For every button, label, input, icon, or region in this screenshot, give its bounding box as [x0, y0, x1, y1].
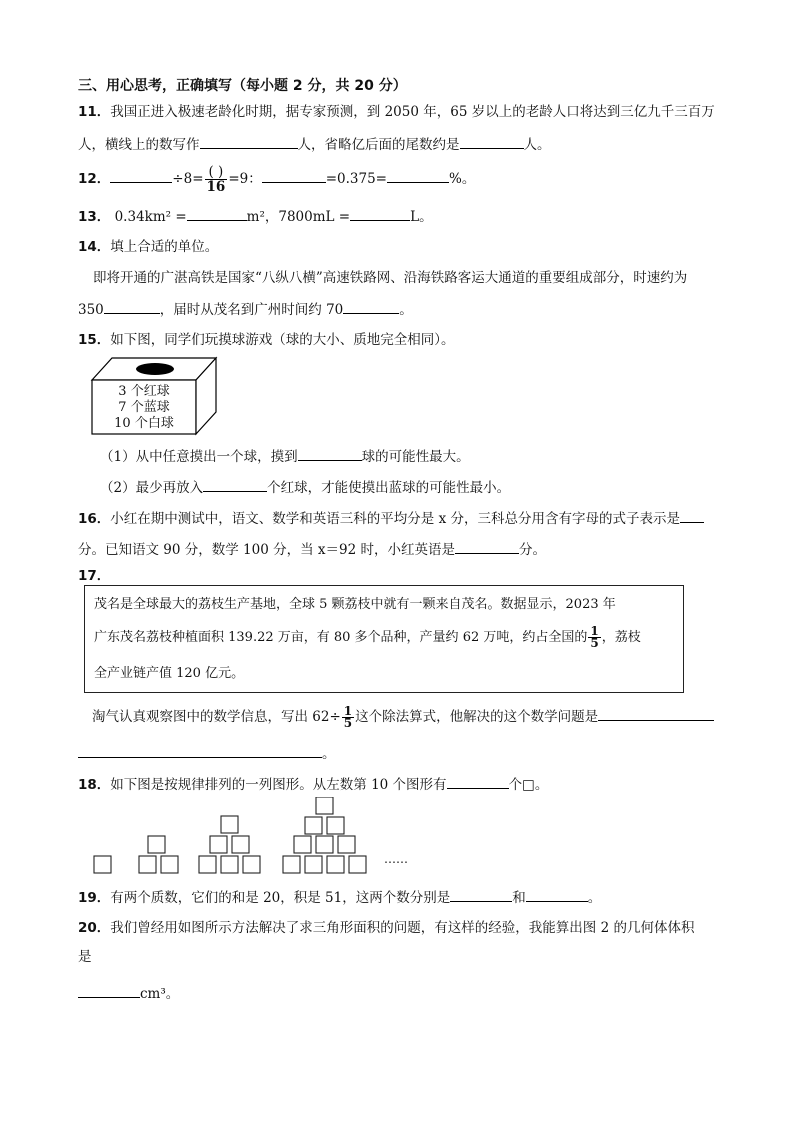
box-hole — [136, 363, 174, 375]
question-14-title — [78, 237, 218, 257]
question-text: 350 — [78, 302, 104, 318]
question-number: 13． — [78, 209, 111, 225]
pattern-ellipsis: …… — [384, 852, 408, 866]
question-12 — [78, 162, 475, 196]
fraction — [342, 706, 354, 729]
square-icon — [232, 836, 249, 853]
answer-blank[interactable] — [78, 983, 140, 998]
answer-blank[interactable] — [110, 168, 172, 183]
question-text: L。 — [410, 209, 433, 225]
answer-blank[interactable] — [598, 706, 714, 721]
answer-blank[interactable] — [187, 206, 247, 221]
question-text: 人，横线上的数写作 — [78, 137, 200, 153]
question-text: m²，7800mL = — [246, 209, 351, 225]
answer-blank[interactable] — [104, 299, 160, 314]
question-text: 人。 — [523, 137, 551, 153]
square-icon — [94, 856, 111, 873]
square-icon — [221, 856, 238, 873]
question-text: 。 — [399, 302, 413, 318]
question-20-line3 — [78, 983, 179, 1004]
question-text: cm³。 — [140, 986, 180, 1002]
square-icon — [294, 836, 311, 853]
answer-blank[interactable] — [298, 446, 362, 461]
square-icon — [139, 856, 156, 873]
square-icon — [327, 856, 344, 873]
question-text: 如下图，同学们玩摸球游戏（球的大小、质地完全相同）。 — [110, 332, 455, 348]
square-icon — [221, 816, 238, 833]
question-number: 11． — [78, 104, 111, 120]
question-text: 如下图是按规律排列的一列图形。从左数第 10 个图形有 — [110, 777, 447, 793]
square-pattern-figure — [90, 797, 390, 879]
question-text: 和 — [512, 890, 526, 906]
question-number: 16． — [78, 511, 111, 527]
ball-box-labels — [92, 384, 196, 432]
question-number: 15． — [78, 332, 111, 348]
answer-blank[interactable] — [680, 508, 704, 523]
question-number: 18． — [78, 777, 111, 793]
fraction-numerator: 1 — [590, 624, 599, 638]
square-icon — [316, 836, 333, 853]
square-icon — [210, 836, 227, 853]
fraction-denominator: 16 — [206, 179, 226, 195]
question-20-line2: 是 — [78, 949, 92, 965]
square-icon — [327, 817, 344, 834]
question-text: 填上合适的单位。 — [110, 239, 219, 255]
question-number: 20． — [78, 920, 111, 936]
question-text: 淘气认真观察图中的数学信息，写出 62÷ — [92, 709, 341, 725]
answer-blank[interactable] — [387, 168, 449, 183]
box-label-red: 3 个红球 — [118, 384, 170, 399]
square-icon — [243, 856, 260, 873]
fraction — [588, 626, 600, 649]
question-text: 这个除法算式，他解决的这个数学问题是 — [355, 709, 599, 725]
fraction-numerator: ( ) — [205, 165, 228, 180]
square-icon — [349, 856, 366, 873]
square-icon — [161, 856, 178, 873]
question-number: 14． — [78, 239, 111, 255]
question-text: 0.34km² = — [114, 209, 187, 225]
info-box-line2 — [94, 624, 641, 652]
answer-blank[interactable] — [450, 887, 512, 902]
question-11-line2 — [78, 134, 551, 155]
info-box-line3: 全产业链产值 120 亿元。 — [94, 666, 245, 681]
fraction-numerator: 1 — [343, 704, 353, 718]
question-15-sub1 — [100, 446, 470, 467]
box-label-blue: 7 个蓝球 — [118, 400, 170, 415]
fraction — [205, 165, 228, 194]
answer-blank[interactable] — [526, 887, 588, 902]
question-14-line2 — [78, 299, 413, 320]
section-title: 三、用心思考，正确填写（每小题 2 分，共 20 分） — [78, 78, 407, 94]
question-text: =0.375= — [325, 171, 387, 187]
question-text: （1）从中任意摸出一个球，摸到 — [100, 449, 298, 465]
question-text: 我们曾经用如图所示方法解决了求三角形面积的问题，有这样的经验，我能算出图 2 的几何体体积 — [110, 920, 695, 936]
question-text: 个红球，才能使摸出蓝球的可能性最小。 — [267, 480, 511, 496]
question-text: %。 — [449, 171, 476, 187]
question-13 — [78, 206, 433, 227]
answer-blank[interactable] — [343, 299, 399, 314]
question-14-line1: 即将开通的广湛高铁是国家“八纵八横”高速铁路网、沿海铁路客运大通道的重要组成部分，时速约为 — [93, 270, 688, 286]
question-text: 小红在期中测试中，语文、数学和英语三科的平均分是 x 分，三科总分用含有字母的式子表示是 — [110, 511, 680, 527]
question-11-line1 — [78, 102, 715, 122]
question-text: ÷8= — [172, 171, 204, 187]
question-17-line2 — [78, 743, 336, 764]
square-icon — [305, 856, 322, 873]
question-20-line1 — [78, 918, 694, 938]
square-icon — [199, 856, 216, 873]
question-text: 人，省略亿后面的尾数约是 — [297, 137, 460, 153]
question-17-number: 17． — [78, 568, 111, 584]
question-text: 球的可能性最大。 — [361, 449, 470, 465]
question-text: 分。 — [518, 542, 546, 558]
answer-blank[interactable] — [447, 774, 509, 789]
square-icon — [316, 797, 333, 814]
question-15-sub2 — [100, 477, 510, 498]
square-icon — [305, 817, 322, 834]
question-number: 12． — [78, 171, 111, 187]
square-icon — [148, 836, 165, 853]
question-text: =9： — [228, 171, 262, 187]
answer-blank[interactable] — [78, 743, 322, 758]
answer-blank[interactable] — [460, 134, 524, 149]
answer-blank[interactable] — [350, 206, 410, 221]
question-16-line2 — [78, 539, 546, 560]
question-text: 有两个质数，它们的和是 20，积是 51，这两个数分别是 — [110, 890, 451, 906]
question-19 — [78, 887, 601, 908]
question-17-line — [92, 702, 714, 732]
question-16-line1 — [78, 508, 704, 529]
fraction-denominator: 5 — [343, 716, 353, 730]
answer-blank[interactable] — [200, 134, 298, 149]
question-text: 我国正进入极速老龄化时期，据专家预测，到 2050 年，65 岁以上的老龄人口将达到三亿九千三百万 — [110, 104, 715, 120]
question-text: 。 — [322, 746, 336, 762]
question-15-title — [78, 330, 455, 350]
square-icon — [338, 836, 355, 853]
question-18 — [78, 774, 548, 795]
answer-blank[interactable] — [262, 168, 326, 183]
info-box-line1: 茂名是全球最大的荔枝生产基地，全球 5 颗荔枝中就有一颗来自茂名。数据显示，2023 年 — [94, 597, 616, 612]
square-icon — [283, 856, 300, 873]
fraction-denominator: 5 — [590, 636, 599, 650]
question-text: ，荔枝 — [601, 630, 641, 645]
answer-blank[interactable] — [455, 539, 519, 554]
question-text: 个□。 — [508, 777, 549, 793]
question-text: （2）最少再放入 — [100, 480, 204, 496]
box-label-white: 10 个白球 — [114, 416, 174, 431]
question-text: 广东茂名荔枝种植面积 139.22 万亩，有 80 多个品种，产量约 62 万吨，约占全国的 — [94, 630, 588, 645]
question-number: 19． — [78, 890, 111, 906]
question-text: 分。已知语文 90 分，数学 100 分，当 x＝92 时，小红英语是 — [78, 542, 455, 558]
question-text: 。 — [587, 890, 602, 906]
answer-blank[interactable] — [203, 477, 267, 492]
question-text: ，届时从茂名到广州时间约 70 — [159, 302, 344, 318]
